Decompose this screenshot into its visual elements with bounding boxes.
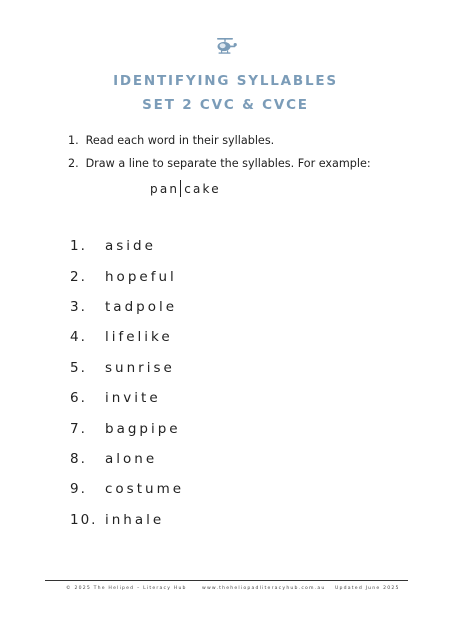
word-text: tadpole — [105, 298, 178, 315]
word-item — [70, 383, 184, 413]
word-number: 5. — [70, 359, 87, 376]
word-number: 9. — [70, 481, 87, 498]
word-number: 3. — [70, 298, 87, 315]
word-number: 8. — [70, 450, 87, 467]
word-item — [70, 322, 184, 352]
footer-copyright: © 2025 The Heliped – Literacy Hub — [66, 586, 187, 591]
word-text: hopeful — [105, 268, 177, 285]
word-item — [70, 261, 184, 291]
helicopter-icon — [215, 37, 237, 55]
word-item — [70, 413, 184, 443]
word-text: invite — [105, 390, 161, 407]
word-text: aside — [105, 238, 156, 255]
footer-website: www.theheliopadliteracyhub.com.au — [202, 586, 326, 591]
word-text: costume — [105, 481, 185, 498]
word-text: inhale — [105, 511, 165, 528]
word-number: 7. — [70, 420, 87, 437]
word-text: sunrise — [105, 359, 175, 376]
word-number: 10. — [70, 511, 98, 528]
instruction-item — [68, 156, 371, 179]
instruction-text: Draw a line to separate the syllables. For example: — [85, 157, 371, 170]
word-number: 4. — [70, 329, 87, 346]
word-item — [70, 231, 184, 261]
word-text: bagpipe — [105, 420, 181, 437]
instruction-number: 1. — [68, 134, 79, 147]
word-list — [70, 231, 184, 535]
worksheet-title: IDENTIFYING SYLLABLES — [113, 73, 338, 89]
syllable-divider-line — [180, 180, 181, 197]
example-syllable-1: pan — [150, 181, 180, 196]
word-item — [70, 292, 184, 322]
word-number: 2. — [70, 268, 87, 285]
word-item — [70, 474, 184, 504]
word-item — [70, 444, 184, 474]
instruction-text: Read each word in their syllables. — [85, 134, 275, 147]
instruction-number: 2. — [68, 157, 79, 170]
footer-divider — [45, 580, 408, 581]
word-number: 1. — [70, 238, 87, 255]
example-word — [150, 180, 221, 197]
worksheet-subtitle: SET 2 CVC & CVCE — [142, 97, 309, 113]
word-number: 6. — [70, 390, 87, 407]
example-syllable-2: cake — [184, 181, 221, 196]
instruction-item — [68, 133, 371, 156]
footer-updated-date: Updated June 2025 — [335, 586, 400, 591]
instructions-list — [68, 133, 371, 179]
word-item — [70, 353, 184, 383]
word-item — [70, 505, 184, 535]
word-text: lifelike — [105, 329, 173, 346]
word-text: alone — [105, 450, 158, 467]
